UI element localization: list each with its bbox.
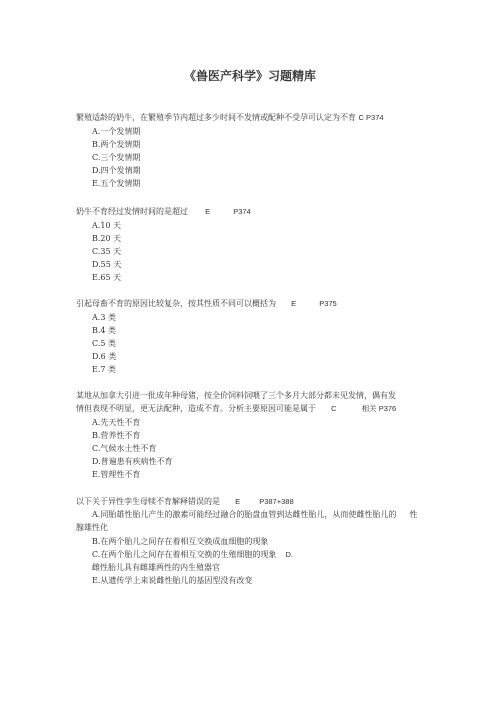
question-2-option-c: C.35 天 <box>92 247 122 256</box>
question-5-option-c-text: C.在两个胎儿之间存在着相互交换的生殖细胞的现象 <box>92 550 277 559</box>
question-2-option-a: A.10 天 <box>92 221 122 230</box>
question-4-option-d: D.普遍患有疾病性不育 <box>92 457 173 466</box>
question-5-option-a <box>92 509 417 520</box>
question-4-option-a: A.先天性不育 <box>92 418 141 427</box>
question-3-option-b: B.4 类 <box>92 326 117 335</box>
question-5-option-a-continued: 腺雄性化 <box>76 523 108 532</box>
question-2-answer: E <box>205 207 211 216</box>
question-3-option-c: C.5 类 <box>92 339 117 348</box>
question-4-option-e: E.管理性不育 <box>92 470 141 479</box>
question-4-line-2 <box>76 403 396 414</box>
question-5-option-a-tail: 性 <box>409 510 418 519</box>
question-4-option-b: B.营养性不育 <box>92 431 141 440</box>
question-1-option-c: C.三个发情期 <box>92 153 141 162</box>
question-5-page: P387+388 <box>259 497 294 506</box>
question-1 <box>76 112 384 123</box>
question-1-option-e: E.五个发情期 <box>92 179 141 188</box>
question-1-option-a: A.一个发情期 <box>92 127 141 136</box>
question-2-page: P374 <box>233 207 251 216</box>
question-1-option-b: B.两个发情期 <box>92 140 141 149</box>
question-2-option-e: E.65 天 <box>92 273 122 282</box>
question-2-option-b: B.20 天 <box>92 234 122 243</box>
question-1-text: 繁殖适龄的奶牛，在繁殖季节内超过多少时间不发情或配种不受孕可认定为不育 <box>76 113 356 122</box>
question-5-option-b: B.在两个胎儿之间存在着相互交换成血细胞的现象 <box>92 537 269 546</box>
question-2 <box>76 206 251 217</box>
question-5-option-d-label: D. <box>285 550 293 559</box>
document-title: 《兽医产科学》习题精库 <box>183 69 316 83</box>
question-3-option-e: E.7 类 <box>92 365 117 374</box>
question-5-text: 以下关于异性孪生母犊不育解释错误的是 <box>76 497 220 506</box>
question-3-option-d: D.6 类 <box>92 352 117 361</box>
question-3-page: P375 <box>319 299 337 308</box>
question-5-answer: E <box>235 497 241 506</box>
question-4-text: 情但表现不明显，更无法配种，造成不育。分析主要原因可能是属于 <box>76 404 316 413</box>
question-4-line-1: 某地从加拿大引进一批成年种母猪，按全价饲料饲喂了三个多月大部分都未见发情，偶有发 <box>76 391 396 400</box>
question-2-option-d: D.55 天 <box>92 260 122 269</box>
question-4-page: 相关 P376 <box>361 404 397 413</box>
question-2-text: 奶牛不育经过发情时间的是超过 <box>76 207 188 216</box>
question-4-answer: C <box>331 404 337 413</box>
question-4-option-c: C.气候水土性不育 <box>92 444 157 453</box>
question-5-option-d: 雌性胎儿具有雌雄两性的内生殖器官 <box>92 563 220 572</box>
question-5-option-e: E.从遗传学上来说雌性胎儿的基因型没有改变 <box>92 576 253 585</box>
question-3-answer: E <box>291 299 297 308</box>
question-3-text: 引起母畜不育的原因比较复杂，按其性质不同可以概括为 <box>76 299 276 308</box>
question-1-option-d: D.四个发情期 <box>92 166 141 175</box>
question-5-option-a-text: A.同胎雄性胎儿产生的激素可能经过融合的胎盘血管到达雌性胎儿，从而使雌性胎儿的 <box>92 510 397 519</box>
question-5-option-c <box>92 549 293 560</box>
question-5 <box>76 496 294 507</box>
question-1-answer: C P374 <box>358 113 384 122</box>
question-3-option-a: A.3 类 <box>92 313 116 322</box>
question-3 <box>76 298 337 309</box>
